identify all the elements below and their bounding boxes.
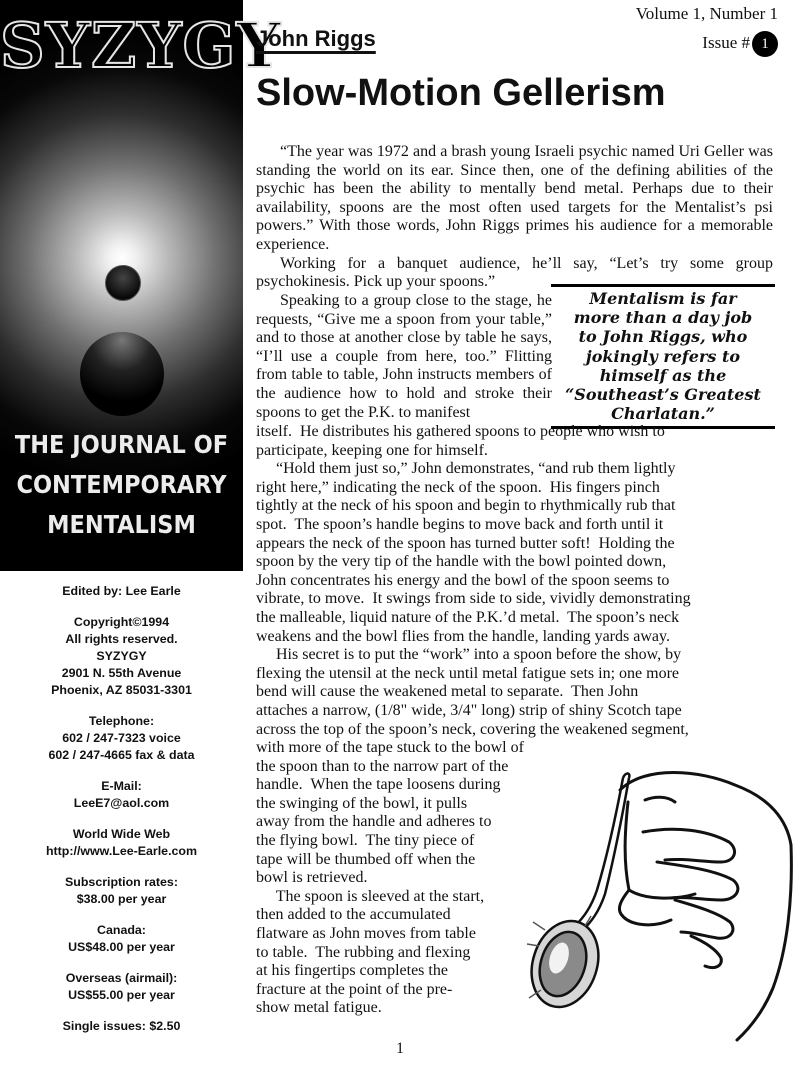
article-line: vibrate, to move. It swings from side to side, vividly demonstrating [256,590,691,608]
info-line: 2901 N. 55th Avenue [61,666,182,680]
article-line: itself. He distributes his gathered spoons to people who wish to [256,423,665,440]
info-line: US$55.00 per year [68,988,175,1002]
journal-banner [0,0,282,571]
article-wrapped-column [256,292,552,422]
article-author: John Riggs [256,26,376,51]
article-line: flexing the utensil at the neck until metal fatigue sets in; one more [256,664,679,682]
pull-quote-line: to John Riggs, who [578,327,748,347]
email-block [0,778,243,812]
article-line: spot. The spoon’s handle begins to move back and forth until it [256,515,664,533]
article-line: handle. When the tape loosens during [256,776,501,794]
volume-line: Volume 1, Number 1 [635,4,778,23]
subtitle-line: CONTEMPORARY [16,470,227,499]
article-line: tightly at the neck of his spoon and begin to rhythmically rub that [256,497,676,515]
info-line: Phoenix, AZ 85031-3301 [51,683,192,697]
page-number: 1 [396,1040,404,1057]
info-line: $38.00 per year [76,892,167,906]
info-line: World Wide Web [72,827,171,841]
article-line: away from the handle and adheres to [256,813,492,831]
article-paragraph: “The year was 1972 and a brash young Israeli psychic named Uri Geller was standing the world on its ear. Since then, one of the defining abilities of the psychic has been the ability to mentally bend metal. Perhaps due to their availability, spoons are the most often used targets for the Mentalist’s psi powers.” With those words, John Riggs primes his audience for a memorable experience. [256,143,773,253]
subscription-block [0,874,243,908]
single-issue-price: Single issues: $2.50 [62,1019,181,1033]
email-address: LeeE7@aol.com [73,796,170,810]
article-line: show metal fatigue. [256,999,382,1017]
article-line: John concentrates his energy and the bowl of the spoon seems to [256,571,670,589]
article-paragraph: Working for a banquet audience, he’ll say, “Let’s try some group psychokinesis. Pick up your spoons.” [256,254,773,291]
overseas-rate-block [0,970,243,1004]
info-line: Canada: [97,923,146,937]
article-line: flatware as John moves from table [256,925,476,943]
article-title: Slow-Motion Gellerism [256,72,666,114]
info-line: Overseas (airmail): [65,971,178,985]
article-line: the flying bowl. The tiny piece of [256,832,475,850]
info-line: Telephone: [88,714,155,728]
pull-quote-line: jokingly refers to [585,346,741,366]
article-line: spoon by the very tip of the handle with the bowl pointed down, [256,553,667,571]
article-line: with more of the tape stuck to the bowl of [256,739,524,757]
info-line: Copyright©1994 [73,615,170,629]
article-line: weakens and the bowl flies from the handle, landing yards away. [256,627,670,645]
article-line: bowl is retrieved. [256,869,368,887]
info-line: E-Mail: [101,779,142,793]
article-line: tape will be thumbed off when the [256,850,476,868]
journal-subtitle [0,425,243,545]
article-intro [256,143,773,292]
info-line: SYZYGY [96,649,147,663]
article-line: bend will cause the weakened metal to separate. Then John [256,683,639,701]
issue-label: Issue # [702,32,750,52]
telephone-block [0,713,243,764]
article-line: fracture at the point of the pre- [256,980,453,998]
article-line: appears the neck of the spoon has turned butter soft! Holding the [256,534,675,552]
article-line: “Hold them just so,” John demonstrates, “and rub them lightly [256,460,676,478]
small-planet-graphic [105,265,141,301]
pull-quote-line: Mentalism is far [589,289,737,308]
issue-info [636,3,778,57]
article-line: then added to the accumulated [256,906,451,924]
article-line: at his fingertips completes the [256,962,448,980]
copyright-block [0,614,243,699]
article-line: the spoon than to the narrow part of the [256,757,509,775]
article-line: attaches a narrow, (1/8" wide, 3/4" long) strip of shiny Scotch tape [256,701,682,719]
pull-quote-line: “Southeast’s Greatest [565,385,761,405]
pull-quote-line: himself as the [599,365,727,385]
article-line: right here,” indicating the neck of the spoon. His fingers pinch [256,478,660,496]
web-block [0,826,243,860]
info-line: Subscription rates: [65,875,178,889]
pull-quote-line: Charlatan.” [611,404,715,424]
large-planet-graphic [80,332,164,416]
article-line: The spoon is sleeved at the start, [256,887,485,905]
web-address: http://www.Lee-Earle.com [45,844,197,858]
hand-holding-spoon-illustration [525,750,795,1050]
editor-credit: Edited by: Lee Earle [62,584,181,598]
masthead-logo: SYZYGY [0,9,282,82]
pull-quote [551,284,775,429]
subtitle-line: MENTALISM [47,510,196,539]
issue-number-badge: 1 [752,31,778,57]
info-line: All rights reserved. [65,632,178,646]
subtitle-line: THE JOURNAL OF [14,430,229,459]
article-line: His secret is to put the “work” into a spoon before the show, by [256,646,682,664]
masthead-info-column [0,583,243,1049]
article-line: the swinging of the bowl, it pulls [256,794,468,812]
info-line: 602 / 247-4665 fax & data [48,748,195,762]
pull-quote-line: more than a day job [573,308,753,328]
issue-number-row [636,31,778,57]
info-line: US$48.00 per year [68,940,175,954]
article-paragraph: Speaking to a group close to the stage, he requests, “Give me a spoon from your table,” and to those at another close by table he says, “I’ll use a couple from here, too.” Flitting from table to table, John instructs members of the audience how to hold and stroke their spoons to get the P.K. to manifest [256,292,552,421]
canada-rate-block [0,922,243,956]
article-line: to table. The rubbing and flexing [256,943,471,961]
article-line: across the top of the spoon’s neck, covering the weakened segment, [256,720,689,738]
article-line: the malleable, liquid nature of the P.K.’d metal. The spoon’s neck [256,608,680,626]
article-line: participate, keeping one for himself. [256,441,488,459]
info-line: 602 / 247-7323 voice [62,731,181,745]
